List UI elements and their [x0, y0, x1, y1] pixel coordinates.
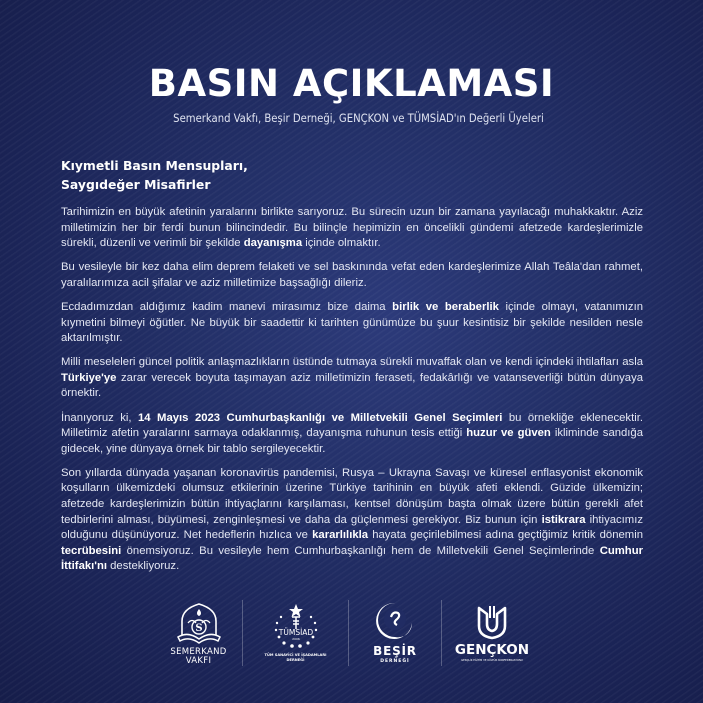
- logo-tumsiad: [243, 603, 348, 663]
- besir-crescent-icon: [376, 601, 414, 641]
- svg-text:2006: 2006: [291, 637, 300, 641]
- logo-semerkand-sub: VAKFI: [185, 655, 212, 666]
- logo-genckon: [442, 604, 542, 663]
- page-title: BASIN AÇIKLAMASI: [148, 62, 555, 105]
- partner-logos: [155, 598, 575, 668]
- text: İnanıyoruz ki,: [61, 411, 139, 424]
- text: hayata geçirilebilmesi adına geçtiğimiz kritik dönemin: [368, 529, 643, 542]
- emphasis: dayanışma: [243, 237, 303, 250]
- text: içinde olmayı, vatanımızın kıymetini bilmeyi öğütler. Ne büyük bir saadettir ki tarihten günümüze bu şuur kesintisiz bir şekilde nesilden nesle aktarılmıştır.: [61, 300, 644, 345]
- text: ikliminde sandığa gidecek, yine dünyaya örnek bir tablo sergileyecektir.: [61, 427, 643, 455]
- paragraph-2: [61, 260, 643, 291]
- logo-genckon-sub: GENÇLİK EĞİTİM VE KÜLTÜR KONFEDERASYONU: [461, 658, 523, 662]
- logo-semerkand-name: SEMERKAND: [170, 646, 227, 657]
- tumsiad-emblem-icon: [271, 603, 321, 651]
- logo-tumsiad-sub2: DERNEĞİ: [286, 658, 305, 662]
- logo-tumsiad-sub1: TÜM SANAYİCİ VE İŞADAMLARI: [264, 653, 327, 657]
- svg-text:S: S: [194, 622, 203, 634]
- greeting-line-2: Saygıdeğer Misafirler: [61, 177, 211, 192]
- text: destekliyoruz.: [107, 560, 180, 573]
- paragraph-3: [61, 300, 643, 347]
- logo-semerkand-vakfi: [155, 601, 242, 666]
- semerkand-emblem-icon: [176, 601, 222, 645]
- text: zarar verecek boyuta taşımayan aziz milletimizin feraseti, fedakârlığı ve vatanseverliği bütün dünyaya örnektir.: [61, 371, 643, 400]
- emphasis: kararlılıkla: [312, 529, 369, 542]
- emphasis: 14 Mayıs 2023 Cumhurbaşkanlığı ve Milletvekili Genel Seçimleri: [138, 411, 503, 424]
- text: Bu vesileyle bir kez daha elim deprem felaketi ve sel baskınında vefat eden kardeşlerimize Allah Teâla'dan rahmet, yaralılarımıza acil şifalar ve aziz milletimize başsağlığı dileriz.: [61, 261, 643, 289]
- emphasis: birlik ve beraberlik: [392, 300, 499, 313]
- greeting-line-1: Kıymetli Basın Mensupları,: [61, 158, 248, 173]
- paragraph-6: [61, 466, 643, 575]
- statement-body: [61, 205, 643, 583]
- paragraph-1: [61, 205, 643, 252]
- emphasis: Cumhur İttifakı'nı: [61, 544, 643, 573]
- text: Son yıllarda dünyada yaşanan koronavirüs pandemisi, Rusya – Ukrayna Savaşı ve küresel enflasyonist ekonomik koşulların ülkemizdeki olumsuz etkilerinin üzerine Türkiye tarihinin en büyük afeti eklendi. Güzide ülkemizin; afetzede kardeşlerimizin bütün ihtiyaçlarını karşılaması, kentsel dönüşüm başta olmak üzere bütün gerekli afet tedbirlerini alması, büyümesi, zenginleşmesi ve daha da güçlenmesi gerekiyor. Biz bunun için: [61, 466, 643, 526]
- text: önemsiyoruz. Bu vesileyle hem Cumhurbaşkanlığı hem de Milletvekili Genel Seçimlerinde: [121, 544, 600, 557]
- svg-text:TÜMSİAD: TÜMSİAD: [278, 628, 313, 637]
- text: Milli meseleleri güncel politik anlaşmazlıkların üstünde tutmaya sürekli muvaffak olan ve kendi içindeki ihtilafları asla: [61, 356, 643, 369]
- greeting: [61, 156, 248, 194]
- emphasis: istikrara: [541, 513, 586, 526]
- logo-besir-name: BEŞİR: [373, 644, 417, 658]
- logo-besir-dernegi: [349, 601, 441, 665]
- genckon-tulip-icon: [475, 604, 509, 640]
- paragraph-4: [61, 355, 643, 402]
- text: Ecdadımızdan aldığımız kadim manevi mirasımız bize daima: [61, 300, 393, 313]
- emphasis: huzur ve güven: [466, 427, 551, 440]
- text: ihtiyacımız olduğunu düşünüyoruz. Net hedeflerin hızlıca ve: [61, 513, 643, 542]
- emphasis: Türkiye'ye: [61, 371, 117, 384]
- text: Tarihimizin en büyük afetinin yaralarını birlikte sarıyoruz. Bu sürecin uzun bir zamana yayılacağı muhakkaktır. Aziz milletimizin her bir ferdi bunun bilincindedir. Bu bilinçle hepimizin en öncelikli gündemi afetzede kardeşlerimizle sürekli, düzenli ve verimli bir şekilde: [61, 206, 643, 250]
- paragraph-5: [61, 411, 643, 458]
- emphasis: tecrübesini: [61, 544, 122, 557]
- logo-genckon-name: GENÇKON: [454, 641, 530, 658]
- text: bu örnekliğe eklenecektir. Milletimiz afetin yaralarını sarmaya odaklanmış, dayanışma ruhunun tesis ettiği: [61, 411, 644, 440]
- text: içinde olmaktır.: [302, 237, 381, 250]
- logo-besir-sub: DERNEĞİ: [380, 659, 410, 664]
- page-subtitle: Semerkand Vakfı, Beşir Derneği, GENÇKON ve TÜMSİAD'ın Değerli Üyeleri: [173, 112, 544, 125]
